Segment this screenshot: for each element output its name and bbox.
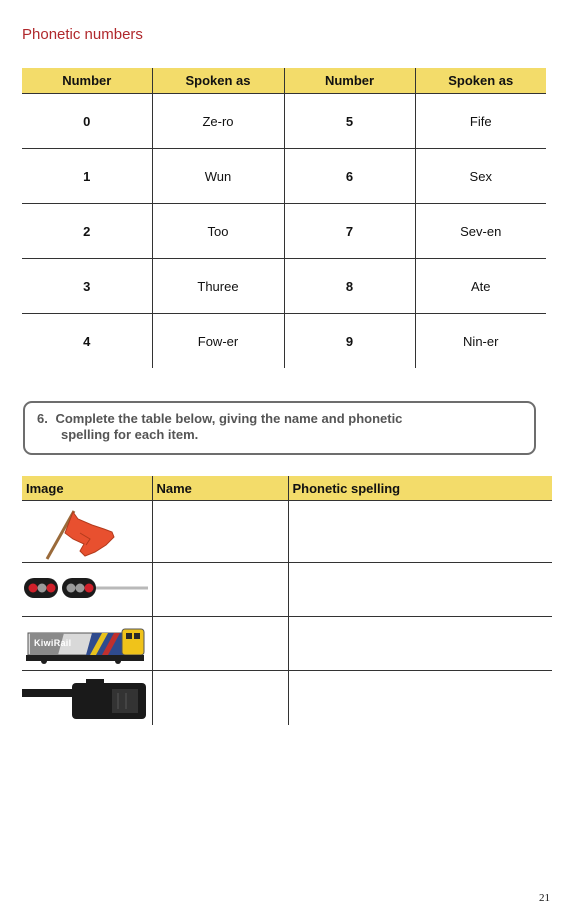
image-cell [22,617,152,671]
spoken-cell: Nin-er [415,314,546,369]
spoken-cell: Sex [415,149,546,204]
column-header: Name [152,476,288,501]
table-header-row [22,68,546,94]
phonetic-numbers-table [22,68,546,368]
number-cell: 0 [83,113,91,129]
column-header: Phonetic spelling [288,476,552,501]
spoken-cell: Too [152,204,284,259]
question-box [23,401,536,455]
radio-handset-icon [22,675,146,721]
spoken-cell: Sev-en [415,204,546,259]
table-row [22,149,546,204]
number-cell: 9 [284,314,415,369]
table-header-row [22,476,552,501]
table-row [22,94,546,149]
signal-lights-icon [24,575,148,605]
image-cell [22,501,152,563]
spoken-cell: Fife [415,94,546,149]
column-header: Spoken as [152,68,284,94]
spoken-cell: Thuree [152,259,284,314]
question-text [37,411,517,443]
exercise-table [22,476,552,725]
phonetic-answer-field[interactable] [288,563,552,617]
column-header: Spoken as [415,68,546,94]
spoken-cell: Ate [415,259,546,314]
page-number: 21 [539,892,550,904]
section-title: Phonetic numbers [22,26,143,43]
name-answer-field[interactable] [152,617,288,671]
name-answer-field[interactable] [152,501,288,563]
number-cell: 2 [22,204,152,259]
column-header: Image [22,476,152,501]
number-cell: 7 [284,204,415,259]
spoken-cell: Ze-ro [152,94,284,149]
phonetic-answer-field[interactable] [288,501,552,563]
question-number: 6. [37,411,48,426]
kiwirail-logo: KiwiRail [34,638,72,648]
table-row [22,204,546,259]
spoken-cell: Fow-er [152,314,284,369]
question-line-1: Complete the table below, giving the name and phonetic [55,411,403,426]
phonetic-answer-field[interactable] [288,671,552,725]
image-cell [22,563,152,617]
number-cell: 6 [284,149,415,204]
number-cell: 5 [284,94,415,149]
table-row [22,617,552,671]
table-row [22,671,552,725]
number-cell: 3 [22,259,152,314]
table-row [22,563,552,617]
image-cell [22,671,152,725]
name-answer-field[interactable] [152,671,288,725]
spoken-cell: Wun [152,149,284,204]
question-line-2: spelling for each item. [61,427,199,442]
red-flag-icon [40,503,130,563]
number-cell: 8 [284,259,415,314]
column-header: Number [22,68,152,94]
column-header: Number [284,68,415,94]
name-answer-field[interactable] [152,563,288,617]
number-cell: 1 [22,149,152,204]
phonetic-answer-field[interactable] [288,617,552,671]
table-row [22,259,546,314]
table-row [22,501,552,563]
table-row [22,314,546,369]
number-cell: 4 [22,314,152,369]
